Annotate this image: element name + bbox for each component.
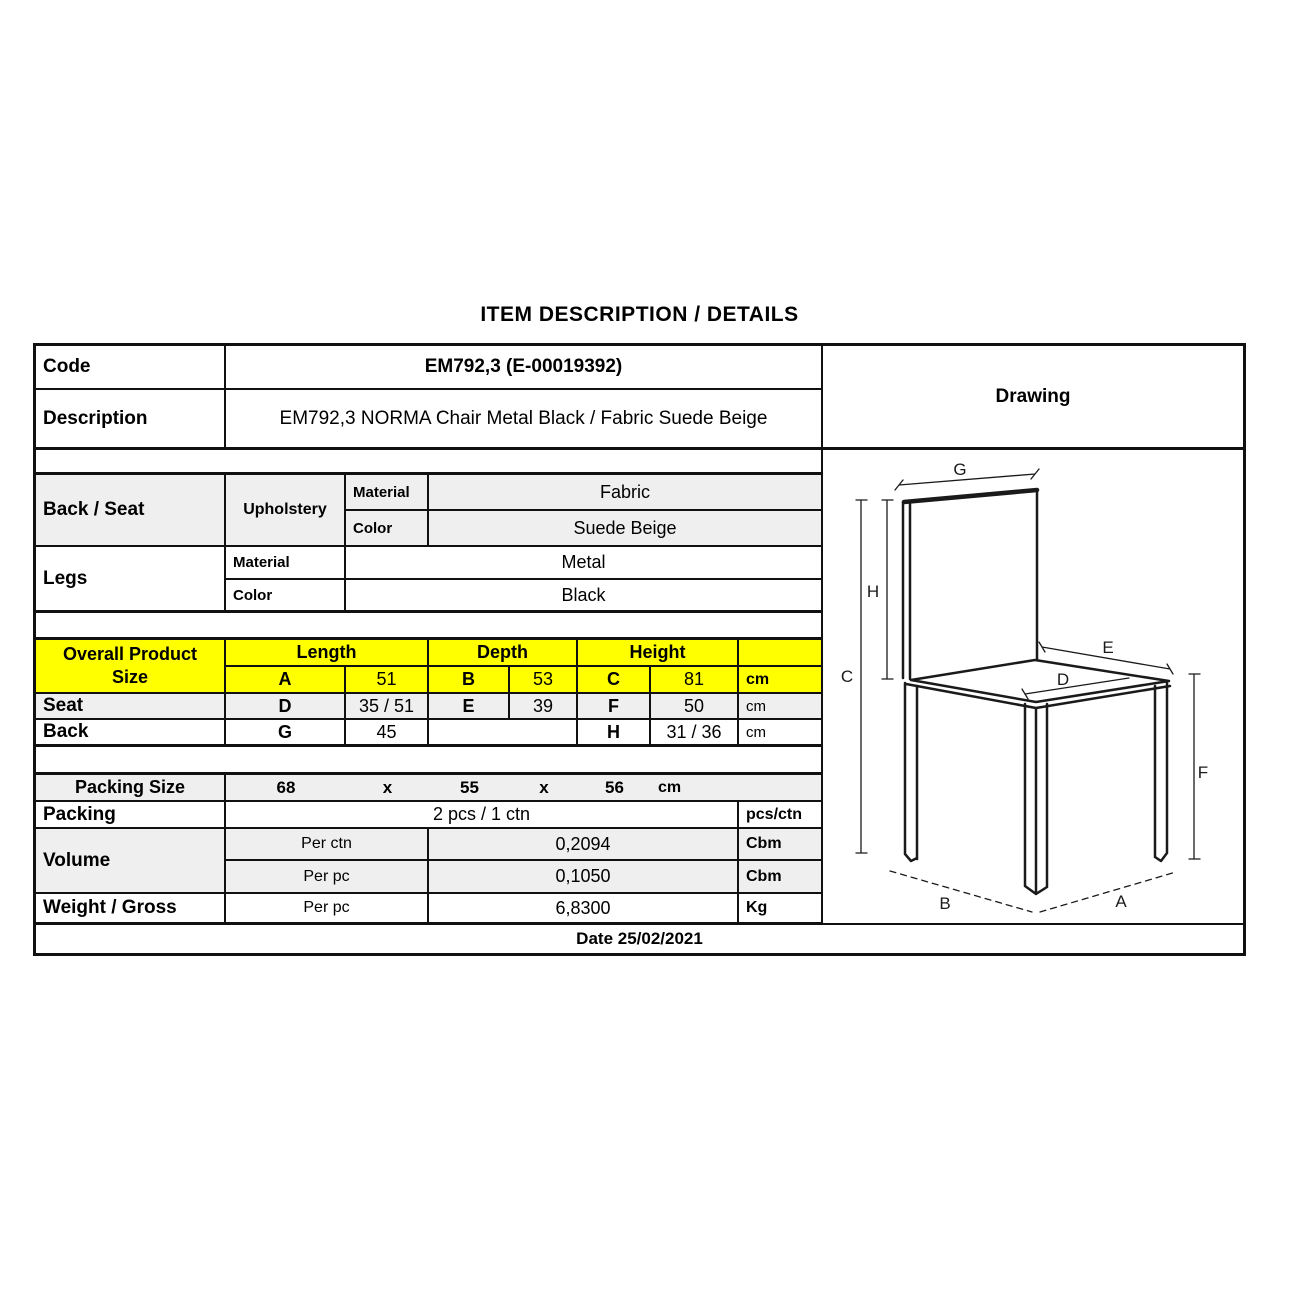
dim-line-B — [890, 871, 1032, 912]
seat-unit: cm — [739, 694, 823, 720]
overall-height-value: 81 — [651, 667, 739, 694]
volume-per-pc-value: 0,1050 — [429, 861, 739, 894]
upholstery-label: Upholstery — [226, 475, 346, 547]
dim-line-A — [1040, 872, 1176, 912]
overall-size-label — [36, 640, 226, 694]
packing-size-sep: x — [346, 775, 429, 802]
packing-size-depth: 55 — [429, 775, 510, 802]
back-seat-material-value: Fabric — [429, 475, 823, 511]
packing-unit: pcs/ctn — [739, 802, 823, 829]
dim-line-G — [895, 469, 1039, 490]
overall-size-label-line2: Size — [111, 667, 149, 687]
dim-label-G: G — [953, 460, 967, 479]
back-seat-color-value: Suede Beige — [429, 511, 823, 547]
volume-per-ctn-unit: Cbm — [739, 829, 823, 861]
drawing-panel-title: Drawing — [823, 346, 1243, 450]
weight-unit: Kg — [739, 894, 823, 925]
packing-size-sep: x — [510, 775, 578, 802]
dim-label-B: B — [939, 894, 951, 913]
seat-depth-value: 39 — [510, 694, 578, 720]
depth-header: Depth — [429, 640, 578, 667]
weight-label: Weight / Gross — [36, 894, 226, 925]
height-header: Height — [578, 640, 739, 667]
volume-label: Volume — [36, 829, 226, 894]
back-length-value: 45 — [346, 720, 429, 747]
packing-value: 2 pcs / 1 ctn — [226, 802, 739, 829]
length-header: Length — [226, 640, 429, 667]
overall-unit: cm — [739, 667, 823, 694]
chair-backrest — [903, 490, 1037, 679]
seat-height-value: 50 — [651, 694, 739, 720]
overall-length-key: A — [226, 667, 346, 694]
back-height-value: 31 / 36 — [651, 720, 739, 747]
weight-value: 6,8300 — [429, 894, 739, 925]
overall-length-value: 51 — [346, 667, 429, 694]
spec-table — [33, 343, 1246, 956]
spacer-row — [36, 613, 823, 640]
overall-height-key: C — [578, 667, 651, 694]
back-depth-empty — [429, 720, 578, 747]
volume-per-ctn-label: Per ctn — [226, 829, 429, 861]
back-seat-material-label: Material — [346, 475, 429, 511]
date-row: Date 25/02/2021 — [576, 929, 703, 948]
dim-label-C: C — [840, 667, 854, 686]
packing-label: Packing — [36, 802, 226, 829]
overall-size-label-line1: Overall Product — [62, 643, 198, 664]
dim-label-F: F — [1197, 763, 1209, 782]
weight-per-pc-label: Per pc — [226, 894, 429, 925]
dim-line-H — [882, 500, 893, 679]
back-label: Back — [36, 720, 226, 747]
seat-length-value: 35 / 51 — [346, 694, 429, 720]
packing-size-label: Packing Size — [36, 775, 226, 802]
dim-label-A: A — [1115, 892, 1127, 911]
description-label: Description — [36, 390, 226, 450]
packing-size-height: 56 — [578, 775, 651, 802]
volume-per-pc-label: Per pc — [226, 861, 429, 894]
dim-label-D: D — [1056, 670, 1070, 689]
spacer-row — [36, 747, 823, 775]
description-value: EM792,3 NORMA Chair Metal Black / Fabric Suede Beige — [226, 390, 823, 450]
legs-color-value: Black — [346, 580, 823, 613]
dim-label-E: E — [1102, 638, 1114, 657]
legs-material-label: Material — [226, 547, 346, 580]
code-label: Code — [36, 346, 226, 390]
seat-label: Seat — [36, 694, 226, 720]
packing-size-length: 68 — [226, 775, 346, 802]
chair-drawing — [823, 450, 1243, 923]
dim-label-H: H — [866, 582, 880, 601]
back-seat-color-label: Color — [346, 511, 429, 547]
volume-per-ctn-value: 0,2094 — [429, 829, 739, 861]
legs-color-label: Color — [226, 580, 346, 613]
back-unit: cm — [739, 720, 823, 747]
overall-depth-value: 53 — [510, 667, 578, 694]
legs-label: Legs — [36, 547, 226, 613]
unit-header-empty — [739, 640, 823, 667]
back-length-key: G — [226, 720, 346, 747]
overall-depth-key: B — [429, 667, 510, 694]
page-title: ITEM DESCRIPTION / DETAILS — [480, 303, 799, 326]
drawing-panel — [823, 450, 1243, 925]
seat-height-key: F — [578, 694, 651, 720]
back-height-key: H — [578, 720, 651, 747]
dim-line-C — [856, 500, 867, 853]
volume-per-pc-unit: Cbm — [739, 861, 823, 894]
back-seat-label: Back / Seat — [36, 475, 226, 547]
packing-size-unit: cm — [651, 775, 739, 802]
code-value: EM792,3 (E-00019392) — [226, 346, 823, 390]
seat-depth-key: E — [429, 694, 510, 720]
legs-material-value: Metal — [346, 547, 823, 580]
packing-size-empty — [739, 775, 823, 802]
spacer-row — [36, 450, 823, 475]
seat-length-key: D — [226, 694, 346, 720]
chair-legs — [905, 683, 1167, 894]
chair-seat — [906, 660, 1170, 708]
